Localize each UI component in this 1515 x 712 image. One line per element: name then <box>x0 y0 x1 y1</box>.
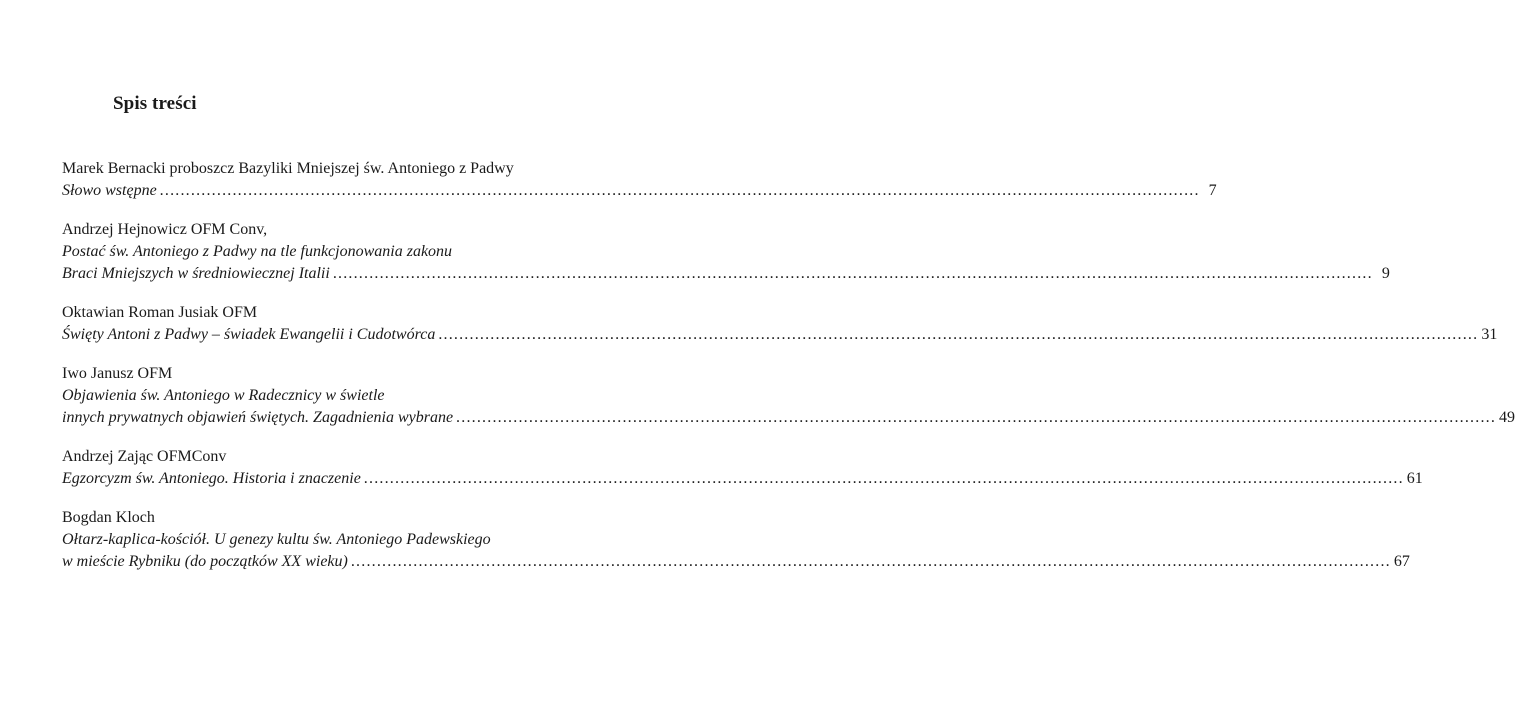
toc-entry <box>62 158 1217 202</box>
dot-leader: ........................................................................................................................................................................................................ <box>363 470 1404 487</box>
toc-title-line <box>62 324 1498 346</box>
toc-author: Marek Bernacki proboszcz Bazyliki Mniejszej św. Antoniego z Padwy <box>62 160 514 177</box>
toc-entry <box>62 363 1515 429</box>
toc-entry <box>62 446 1423 490</box>
page-title: Spis treści <box>113 93 197 114</box>
toc-author: Andrzej Zając OFMConv <box>62 448 227 465</box>
toc-author: Iwo Janusz OFM <box>62 365 173 382</box>
dot-leader: ........................................................................................................................................................................................................ <box>159 182 1200 199</box>
toc-title-line <box>62 551 1410 573</box>
toc-title: w mieście Rybniku (do początków XX wieku) <box>62 553 348 570</box>
toc-entry <box>62 302 1498 346</box>
toc-list <box>62 158 1515 590</box>
toc-page-number: 67 <box>1393 553 1410 570</box>
toc-author: Bogdan Kloch <box>62 509 155 526</box>
toc-title: Słowo wstępne <box>62 182 157 199</box>
toc-page-number: 31 <box>1481 326 1498 343</box>
dot-leader: ........................................................................................................................................................................................................ <box>438 326 1479 343</box>
toc-author: Oktawian Roman Jusiak OFM <box>62 304 258 321</box>
toc-page-number: 7 <box>1208 182 1217 199</box>
toc-page-number: 9 <box>1381 265 1390 282</box>
toc-title-line: Objawienia św. Antoniego w Radecznicy w świetle <box>62 387 385 404</box>
toc-entry <box>62 219 1390 285</box>
toc-title-line: Postać św. Antoniego z Padwy na tle funkcjonowania zakonu <box>62 243 453 260</box>
toc-page-number: 61 <box>1406 470 1423 487</box>
toc-title-line: Ołtarz-kaplica-kościół. U genezy kultu św. Antoniego Padewskiego <box>62 531 491 548</box>
dot-leader: ........................................................................................................................................................................................................ <box>456 409 1497 426</box>
toc-title-line <box>62 263 1390 285</box>
toc-title-line <box>62 407 1515 429</box>
toc-title: innych prywatnych objawień świętych. Zagadnienia wybrane <box>62 409 454 426</box>
toc-title: Braci Mniejszych w średniowiecznej Italii <box>62 265 330 282</box>
toc-title-line <box>62 468 1423 490</box>
toc-page-number: 49 <box>1499 409 1515 426</box>
toc-title: Święty Antoni z Padwy – świadek Ewangelii i Cudotwórca <box>62 326 436 343</box>
dot-leader: ........................................................................................................................................................................................................ <box>332 265 1373 282</box>
dot-leader: ........................................................................................................................................................................................................ <box>350 553 1391 570</box>
toc-author: Andrzej Hejnowicz OFM Conv, <box>62 221 268 238</box>
toc-entry <box>62 507 1410 573</box>
toc-title-line <box>62 180 1217 202</box>
toc-title: Egzorcyzm św. Antoniego. Historia i znaczenie <box>62 470 361 487</box>
